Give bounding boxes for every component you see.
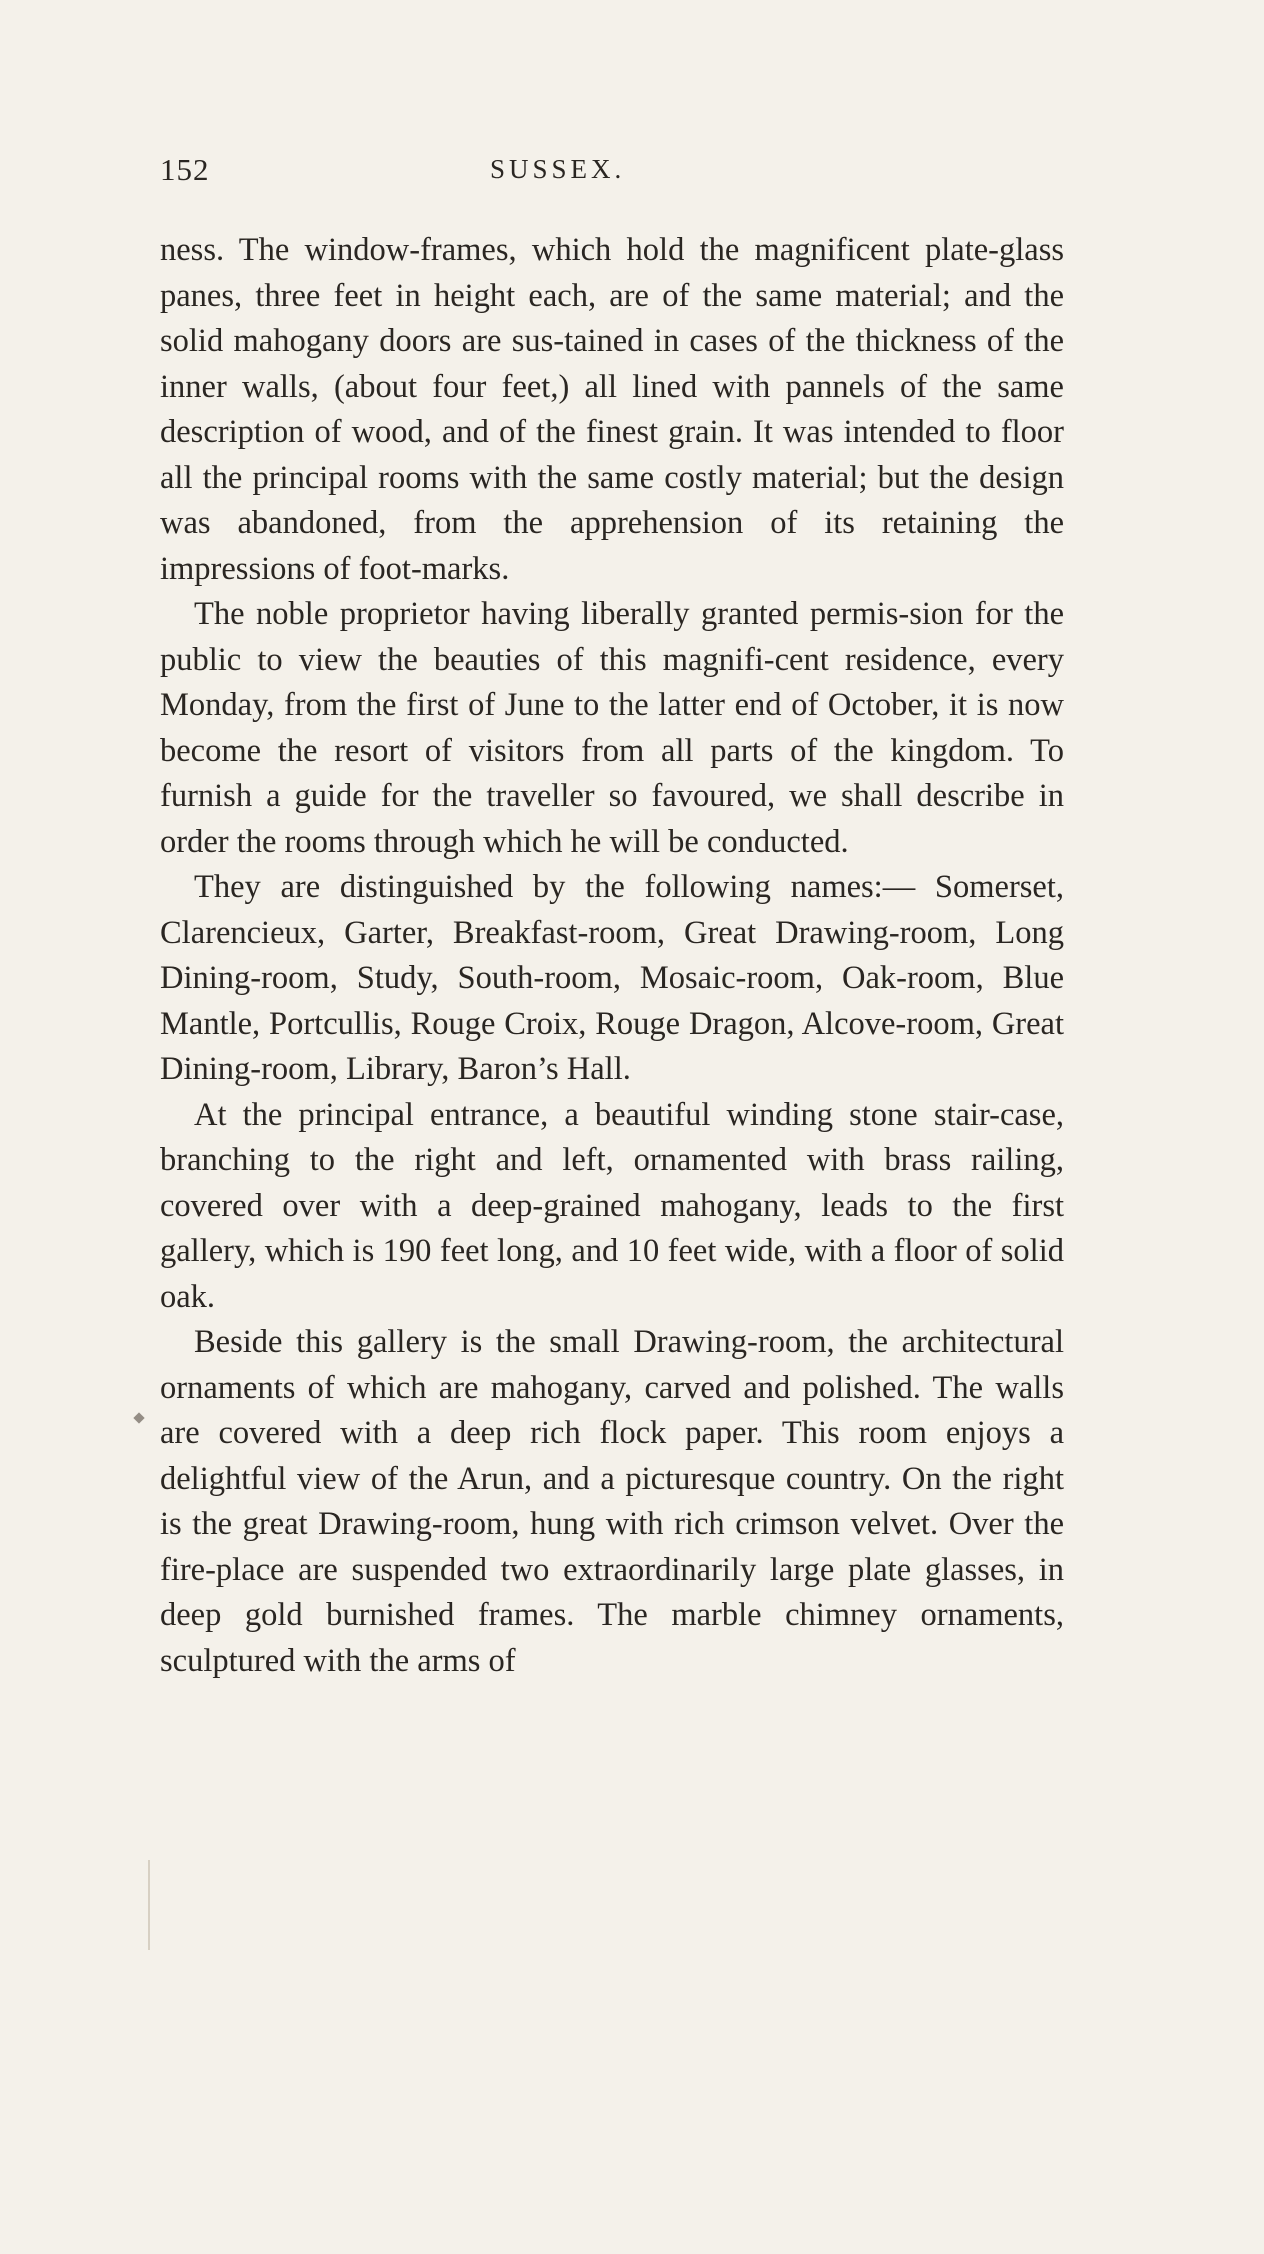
- paragraph-2: The noble proprietor having liberally granted permis-sion for the public to view the beauties of this magnifi-cent residence, every Monday, from the first of June to the latter end of October, it is now become the resort of visitors from all parts of the kingdom. To furnish a guide for the traveller so favoured, we shall describe in order the rooms through which he will be conducted.: [160, 596, 1064, 860]
- page-body: [160, 228, 1064, 1684]
- margin-mark: [133, 1412, 144, 1423]
- paragraph-3: They are distinguished by the following names:— Somerset, Clarencieux, Garter, Breakfast-room, Great Drawing-room, Long Dining-room, Study, South-room, Mosaic-room, Oak-room, Blue Mantle, Portcullis, Rouge Croix, Rouge Dragon, Alcove-room, Great Dining-room, Library, Baron’s Hall.: [160, 869, 1064, 1087]
- paragraph-5: Beside this gallery is the small Drawing-room, the architectural ornaments of which are mahogany, carved and polished. The walls are covered with a deep rich flock paper. This room enjoys a delightful view of the Arun, and a picturesque country. On the right is the great Drawing-room, hung with rich crimson velvet. Over the fire-place are suspended two extraordinarily large plate glasses, in deep gold burnished frames. The marble chimney ornaments, sculptured with the arms of: [160, 1324, 1064, 1679]
- running-title: SUSSEX.: [490, 154, 626, 184]
- paragraph-4: At the principal entrance, a beautiful winding stone stair-case, branching to the right and left, ornamented with brass railing, covered over with a deep-grained mahogany, leads to the first gallery, which is 190 feet long, and 10 feet wide, with a floor of solid oak.: [160, 1096, 1064, 1315]
- page-number: 152: [160, 152, 210, 187]
- margin-rule: [148, 1860, 150, 1950]
- paragraph-1: ness. The window-frames, which hold the magnificent plate-glass panes, three feet in height each, are of the same material; and the solid mahogany doors are sus-tained in cases of the thickness of the inner walls, (about four feet,) all lined with pannels of the same description of wood, and of the finest grain. It was intended to floor all the principal rooms with the same costly material; but the design was abandoned, from the apprehension of its retaining the impressions of foot-marks.: [160, 232, 1064, 587]
- page-header: [160, 152, 1060, 192]
